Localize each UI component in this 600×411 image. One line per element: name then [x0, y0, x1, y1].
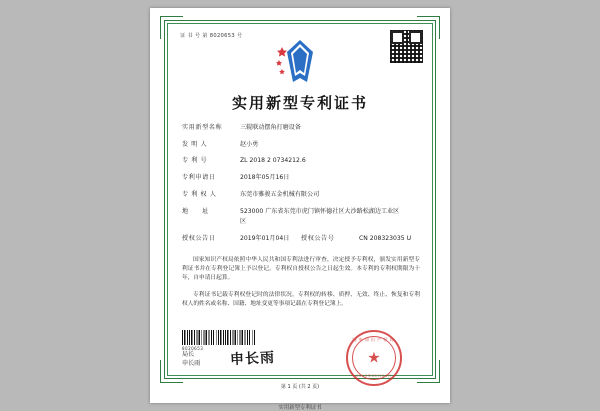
field-row: [182, 235, 420, 243]
certificate-serial-number: 证 书 号 第 8020653 号: [180, 33, 243, 39]
seal-bottom-text: 2019年01月04日: [356, 374, 392, 378]
seal-top-text: 国家知识产权局: [352, 337, 396, 342]
page-title: 实用新型专利证书: [231, 94, 368, 112]
field-value: 2018年05月16日: [240, 174, 290, 182]
field-label: 专 利 权 人: [182, 190, 217, 198]
field-label: 实用新型名称: [182, 124, 223, 131]
field-label: 专 利 号: [182, 157, 208, 165]
field-value: 523000 广东省东莞市虎门镇怀德社区大沙路松湖边工业区: [240, 207, 400, 215]
field-row: [182, 174, 420, 182]
certificate-fields: [182, 124, 420, 251]
field-label: 授权公告日: [182, 234, 216, 242]
field-label: 地 址: [182, 207, 209, 215]
field-row: [182, 191, 420, 199]
signature-label-line2: 申长雨: [182, 360, 201, 368]
official-red-seal: [346, 330, 402, 386]
field-value: 2019年01月04日: [240, 234, 290, 242]
field-value: ZL 2018 2 0734212.6: [240, 157, 306, 165]
patent-office-emblem-icon: [273, 38, 327, 86]
seal-star-icon: ★: [367, 348, 381, 367]
image-caption: 实用新型专利证书: [278, 405, 322, 411]
field-label: 授权公告号: [301, 234, 335, 242]
field-row: [182, 141, 420, 149]
barcode-icon: [182, 330, 256, 345]
certificate-page: [150, 8, 450, 403]
address-continuation: 区: [240, 218, 247, 226]
field-label: 专利申请日: [182, 174, 216, 182]
qr-code-icon: [390, 30, 423, 63]
barcode-number: 8020653: [182, 346, 204, 351]
signature-block: [182, 350, 200, 368]
signature-label-line1: 局长: [182, 351, 195, 358]
body-paragraph: 国家知识产权局依照中华人民共和国专利法进行审查，决定授予专利权，颁发实用新型专利证书并在专利登记簿上予以登记。专利权自授权公告之日起生效。本专利的专利权期限为十年，自申请日起算。: [182, 257, 420, 282]
page-number: 第 1 页 (共 2 页): [280, 384, 320, 390]
field-value: 东莞市雅骏五金机械有限公司: [240, 190, 320, 198]
field-value: 赵小勇: [240, 140, 259, 148]
corner-ornament-bottom-left: [160, 360, 183, 383]
field-value: 三辊联动摆角打磨设备: [240, 124, 301, 131]
field-row: [182, 208, 420, 216]
certificate-body: [182, 256, 420, 316]
field-row: [182, 157, 420, 165]
body-paragraph: 专利证书记载专利权登记时的法律状况。专利权的转移、质押、无效、终止、恢复和专利权人的姓名或名称、国籍、地址变更等事项记载在专利登记簿上。: [182, 291, 420, 307]
field-row: [182, 124, 420, 132]
field-value: CN 208323035 U: [359, 234, 412, 242]
handwritten-signature: 申长雨: [229, 349, 276, 369]
field-label: 发 明 人: [182, 140, 208, 148]
corner-ornament-bottom-right: [417, 360, 440, 383]
